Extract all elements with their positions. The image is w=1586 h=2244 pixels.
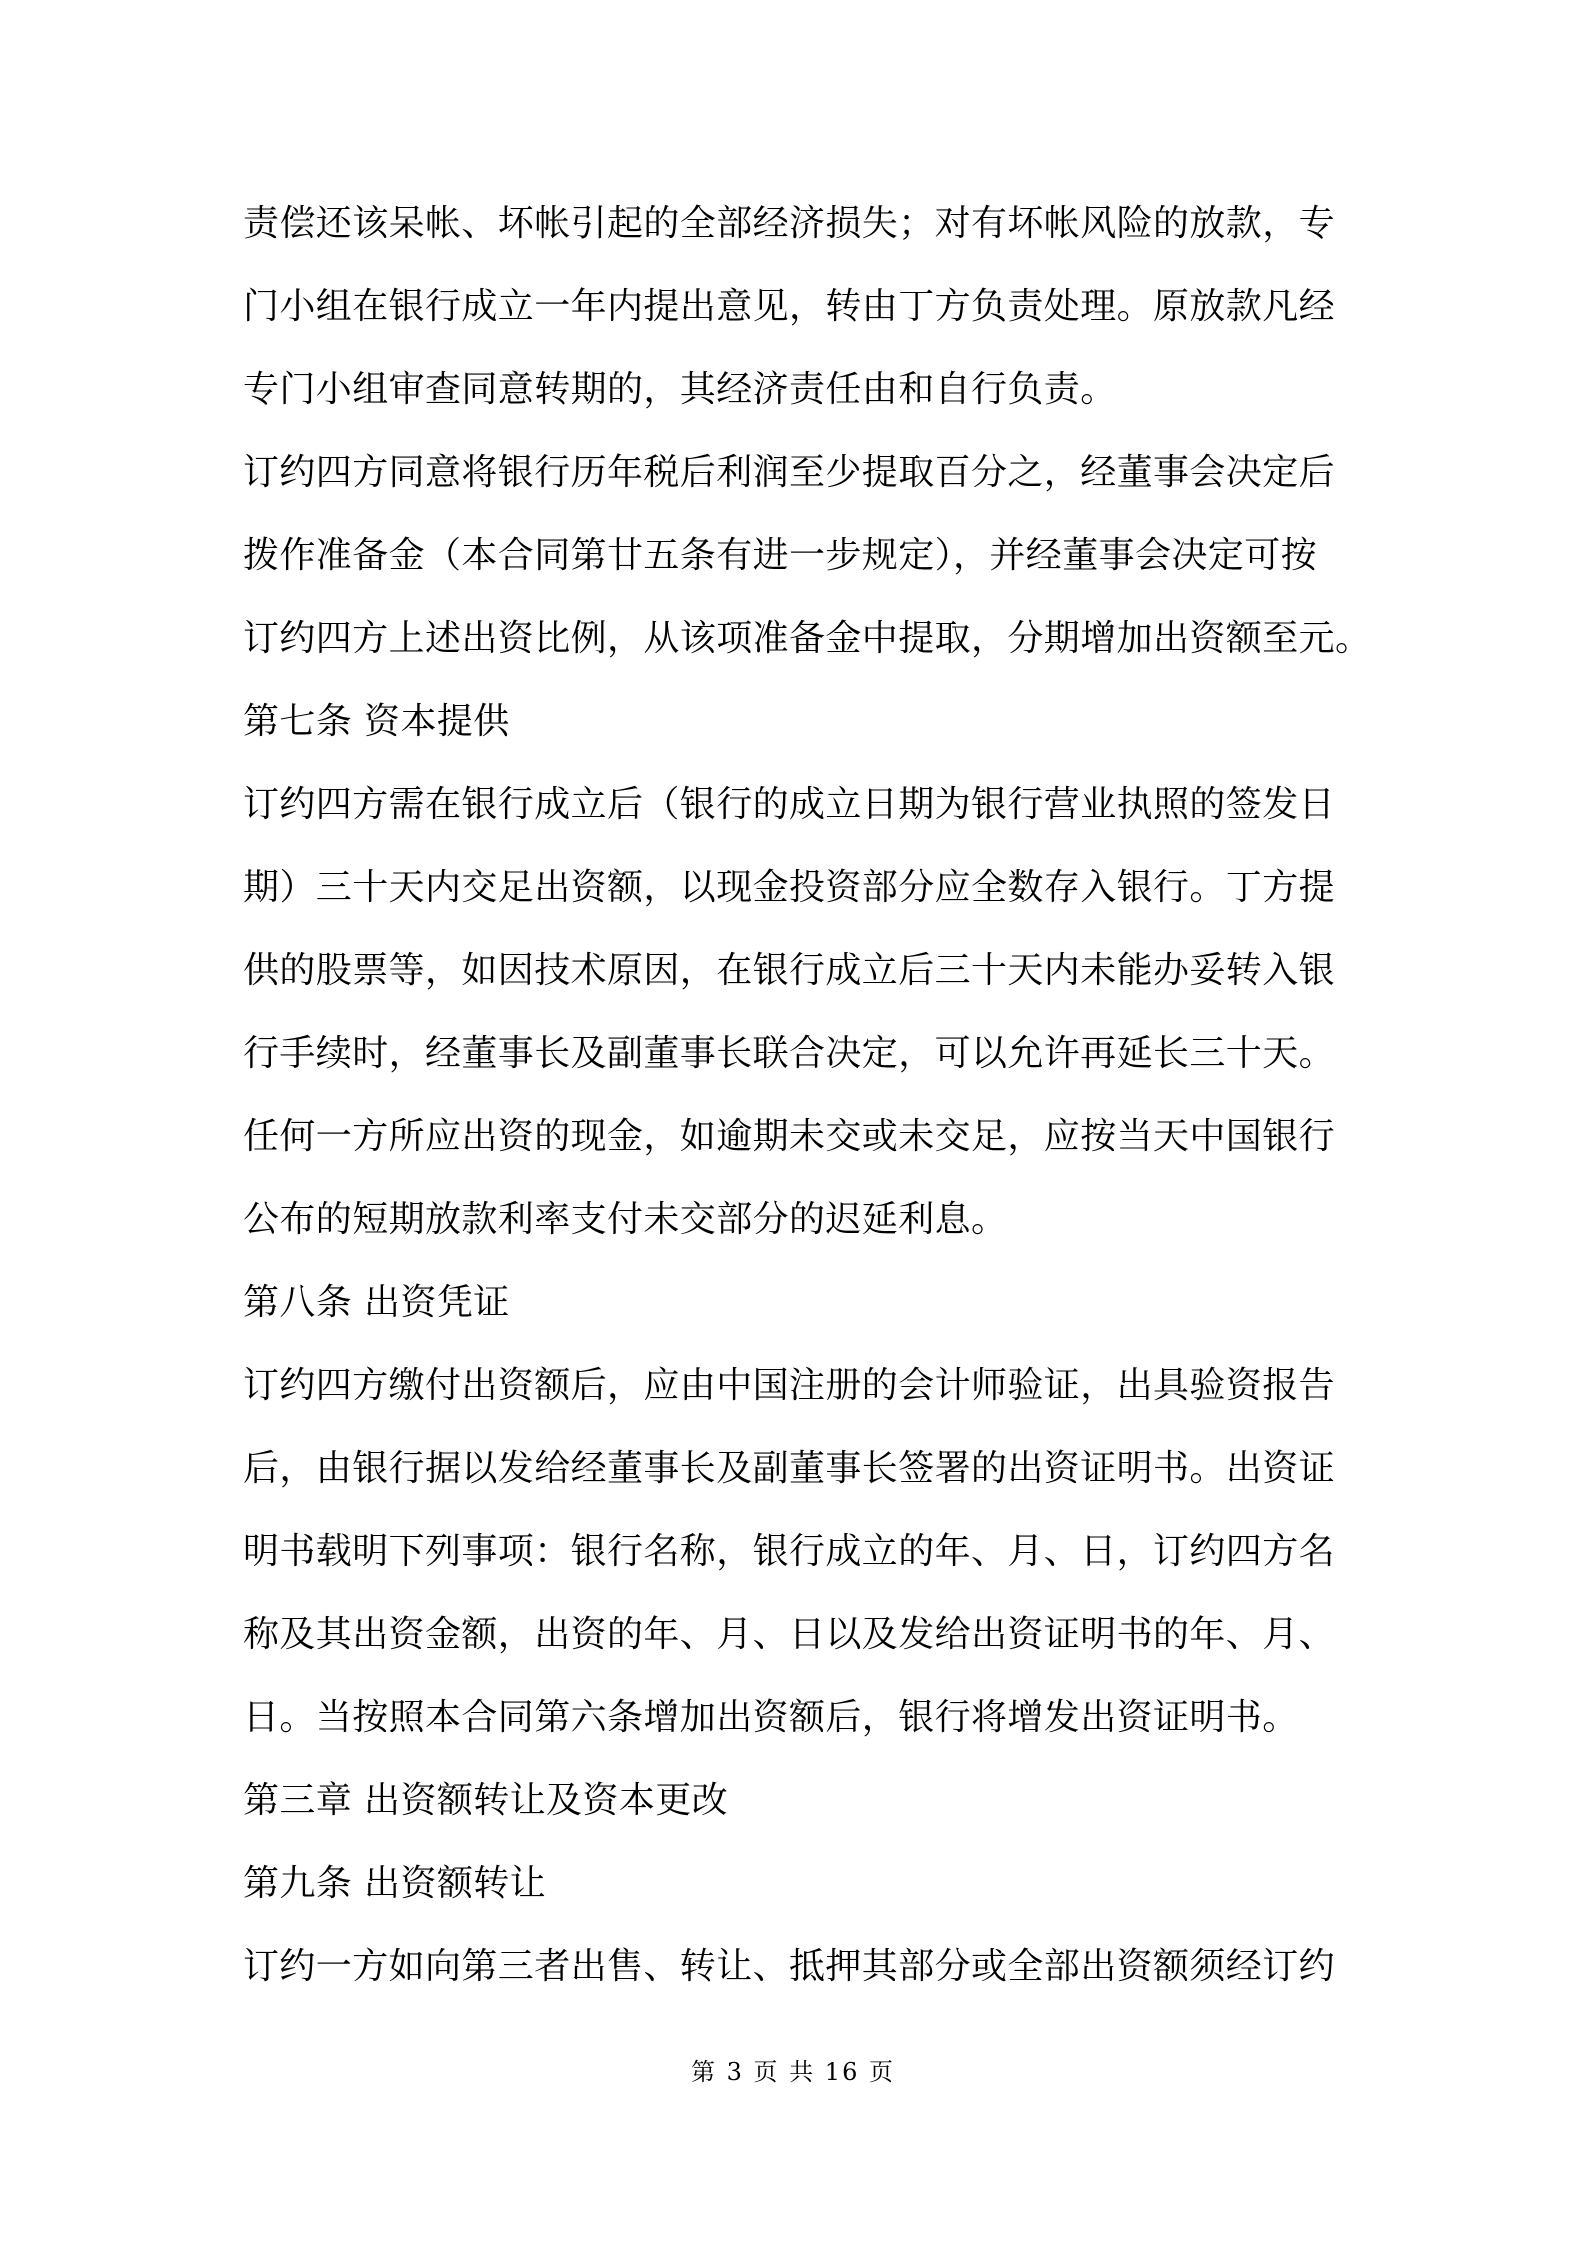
text-line: 订约四方缴付出资额后，应由中国注册的会计师验证，出具验资报告 bbox=[243, 1365, 1336, 1406]
text-line: 期）三十天内交足出资额，以现金投资部分应全数存入银行。丁方提 bbox=[243, 867, 1336, 908]
text-line: 订约四方需在银行成立后（银行的成立日期为银行营业执照的签发日 bbox=[243, 784, 1336, 825]
text-line: 日。当按照本合同第六条增加出资额后，银行将增发出资证明书。 bbox=[243, 1697, 1299, 1738]
article-heading: 第七条 资本提供 bbox=[243, 701, 510, 742]
text-line: 订约四方上述出资比例，从该项准备金中提取，分期增加出资额至元。 bbox=[243, 618, 1372, 659]
text-line: 门小组在银行成立一年内提出意见，转由丁方负责处理。原放款凡经 bbox=[243, 286, 1336, 327]
text-line: 任何一方所应出资的现金，如逾期未交或未交足，应按当天中国银行 bbox=[243, 1116, 1336, 1157]
text-line: 明书载明下列事项：银行名称，银行成立的年、月、日，订约四方名 bbox=[243, 1531, 1336, 1572]
text-line: 公布的短期放款利率支付未交部分的迟延利息。 bbox=[243, 1199, 1008, 1240]
text-line: 后，由银行据以发给经董事长及副董事长签署的出资证明书。出资证 bbox=[243, 1448, 1336, 1489]
chapter-heading: 第三章 出资额转让及资本更改 bbox=[243, 1780, 729, 1821]
text-line: 订约一方如向第三者出售、转让、抵押其部分或全部出资额须经订约 bbox=[243, 1946, 1336, 1987]
text-line: 拨作准备金（本合同第廿五条有进一步规定），并经董事会决定可按 bbox=[243, 535, 1318, 576]
article-heading: 第八条 出资凭证 bbox=[243, 1282, 510, 1323]
text-line: 责偿还该呆帐、坏帐引起的全部经济损失；对有坏帐风险的放款，专 bbox=[243, 203, 1336, 244]
text-line: 称及其出资金额，出资的年、月、日以及发给出资证明书的年、月、 bbox=[243, 1614, 1336, 1655]
text-line: 订约四方同意将银行历年税后利润至少提取百分之，经董事会决定后 bbox=[243, 452, 1336, 493]
text-line: 行手续时，经董事长及副董事长联合决定，可以允许再延长三十天。 bbox=[243, 1033, 1336, 1074]
text-line: 供的股票等，如因技术原因，在银行成立后三十天内未能办妥转入银 bbox=[243, 950, 1336, 991]
page-number-footer: 第 3 页 共 16 页 bbox=[691, 2058, 895, 2086]
text-line: 专门小组审查同意转期的，其经济责任由和自行负责。 bbox=[243, 369, 1117, 410]
article-heading: 第九条 出资额转让 bbox=[243, 1863, 547, 1904]
